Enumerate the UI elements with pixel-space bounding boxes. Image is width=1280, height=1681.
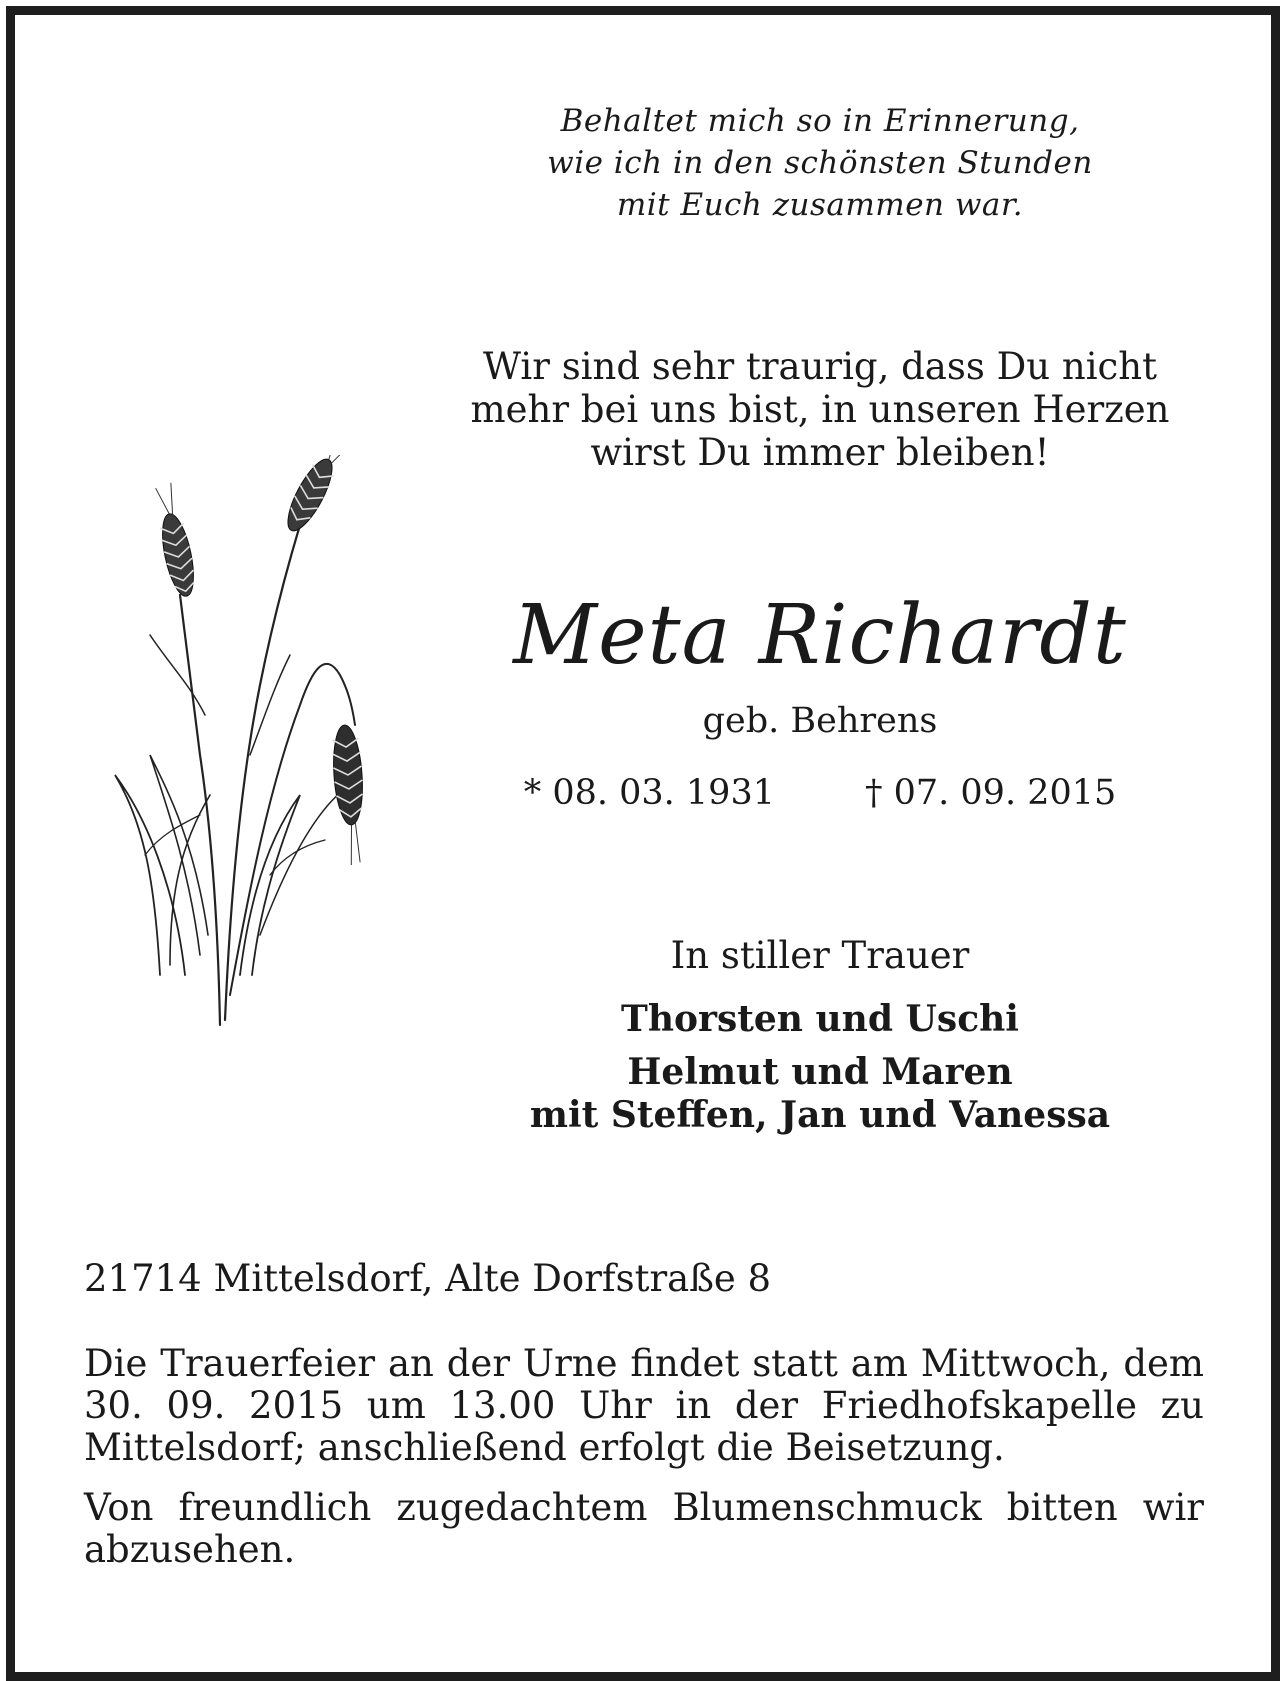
address: 21714 Mittelsdorf, Alte Dorfstraße 8 — [84, 1257, 772, 1300]
life-dates — [430, 772, 1210, 814]
intro-text — [430, 345, 1210, 474]
family-line: Thorsten und Uschi — [621, 998, 1019, 1040]
wheat-stalks-icon — [100, 455, 380, 1035]
family-names — [430, 998, 1210, 1137]
birth-date: * 08. 03. 1931 — [523, 773, 775, 813]
mourning-heading: In stiller Trauer — [670, 934, 970, 977]
family-line: mit Steffen, Jan und Vanessa — [529, 1094, 1111, 1136]
ceremony-info: Die Trauerfeier an der Urne findet statt am Mittwoch, dem 30. 09. 2015 um 13.00 Uhr in der Friedhofskapelle zu Mittelsdorf; anschließend erfolgt die Beisetzung. — [84, 1342, 1204, 1469]
intro-line: wirst Du immer bleiben! — [590, 431, 1050, 474]
motto-line: Behaltet mich so in Erinnerung, — [560, 103, 1080, 139]
deceased-name: Meta Richardt — [513, 588, 1127, 683]
death-date: † 07. 09. 2015 — [865, 773, 1117, 813]
family-line: Helmut und Maren — [627, 1051, 1013, 1093]
flowers-note: Von freundlich zugedachtem Blumenschmuck bitten wir abzusehen. — [84, 1486, 1204, 1571]
motto-line: mit Euch zusammen war. — [616, 187, 1024, 223]
motto-verse — [430, 100, 1210, 226]
maiden-name: geb. Behrens — [702, 701, 938, 741]
intro-line: mehr bei uns bist, in unseren Herzen — [470, 388, 1170, 431]
intro-line: Wir sind sehr traurig, dass Du nicht — [483, 345, 1157, 388]
motto-line: wie ich in den schönsten Stunden — [547, 145, 1093, 181]
